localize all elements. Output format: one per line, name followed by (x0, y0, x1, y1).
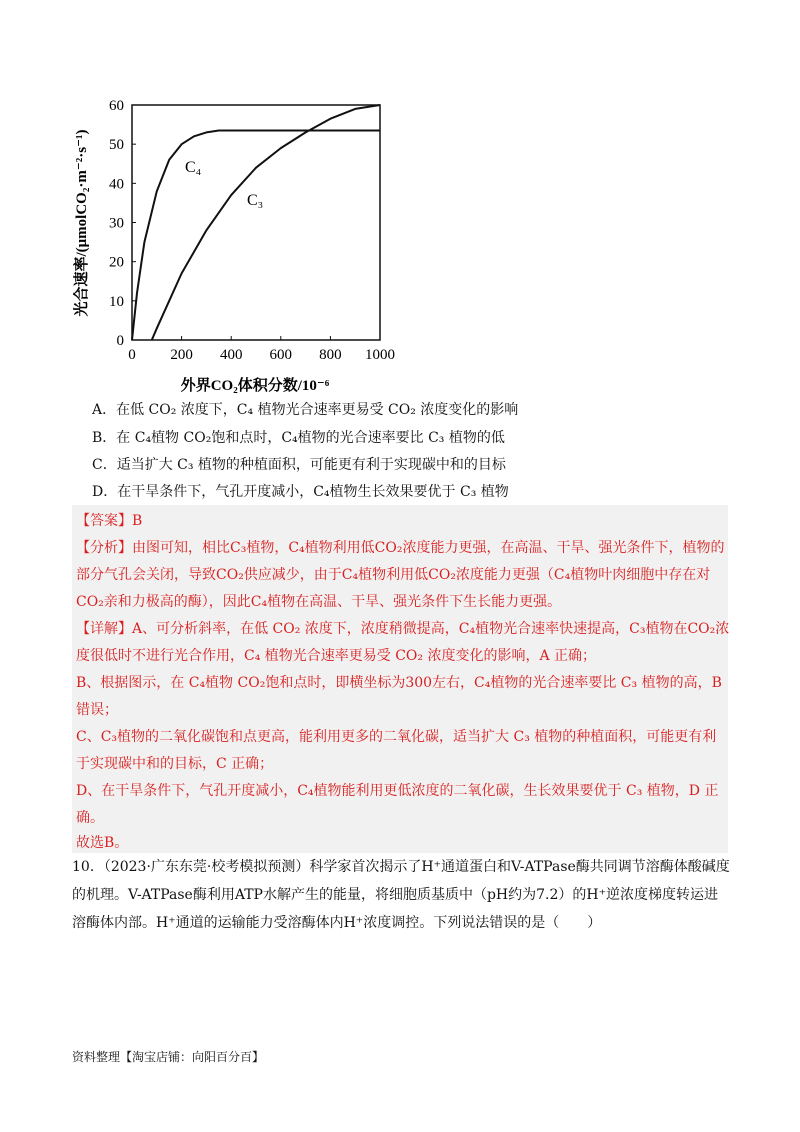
answer-line: 于实现碳中和的目标，C 正确； (76, 756, 274, 772)
y-tick-label: 30 (109, 215, 124, 232)
x-tick-label: 600 (269, 347, 293, 363)
footer-source: 资料整理【淘宝店铺：向阳百分百】 (72, 1050, 265, 1064)
y-tick-label: 40 (109, 176, 124, 193)
y-tick-label: 50 (109, 137, 124, 154)
answer-explanation-box (72, 505, 728, 853)
answer-line: D、在干旱条件下，气孔开度减小，C₄植物能利用更低浓度的二氧化碳，生长效果要优于 C₃ 植物，D 正 (76, 783, 719, 799)
option-d: D．在干旱条件下，气孔开度减小，C₄植物生长效果要优于 C₃ 植物 (92, 484, 509, 500)
answer-line: 【分析】由图可知，相比C₃植物，C₄植物利用低CO₂浓度能力更强，在高温、干旱、强光条件下，植物的 (76, 540, 725, 556)
x-tick-label: 1000 (365, 347, 395, 363)
question-10-line: 溶酶体内部。H⁺通道的运输能力受溶酶体内H⁺浓度调控。下列说法错误的是（ ） (72, 915, 602, 931)
x-tick-label: 400 (219, 347, 243, 363)
c4-curve (132, 131, 380, 341)
answer-line: 确。 (76, 810, 104, 826)
y-tick-label: 0 (116, 333, 124, 349)
answer-line: 故选B。 (76, 835, 129, 851)
y-tick-label: 10 (109, 293, 124, 310)
question-10-line: 10．（2023·广东东莞·校考模拟预测）科学家首次揭示了H⁺通道蛋白和V-ATPase酶共同调节溶酶体酸碱度 (72, 859, 730, 875)
y-tick-label: 60 (109, 98, 124, 114)
answer-line: 错误； (76, 702, 118, 718)
x-tick-label: 200 (170, 347, 193, 363)
series-label-c3: C₃ (247, 192, 264, 209)
answer-line: 【详解】A、可分析斜率，在低 CO₂ 浓度下，浓度稍微提高，C₄植物光合速率快速提高，C₃植物在CO₂浓 (76, 621, 730, 637)
answer-line: CO₂亲和力极高的酶），因此C₄植物在高温、干旱、强光条件下生长能力更强。 (76, 594, 562, 610)
y-axis-label: 光合速率/(μmolCO₂·m⁻²·s⁻¹) (74, 129, 90, 317)
photosynthesis-rate-chart (60, 88, 410, 398)
plot-area-frame (132, 105, 380, 340)
x-tick-label: 800 (319, 347, 342, 363)
x-axis-label: 外界CO₂体积分数/10⁻⁶ (180, 378, 330, 394)
option-a: A．在低 CO₂ 浓度下，C₄ 植物光合速率更易受 CO₂ 浓度变化的影响 (92, 402, 519, 418)
series-label-c4: C₄ (185, 159, 202, 176)
answer-line: 度很低时不进行光合作用，C₄ 植物光合速率更易受 CO₂ 浓度变化的影响，A 正确； (76, 648, 597, 664)
x-tick-label: 0 (128, 347, 136, 363)
option-c: C．适当扩大 C₃ 植物的种植面积，可能更有利于实现碳中和的目标 (92, 457, 506, 473)
answer-line: B、根据图示，在 C₄植物 CO₂饱和点时，即横坐标为300左右，C₄植物的光合速率要比 C₃ 植物的高，B (76, 675, 722, 691)
answer-line: 部分气孔会关闭，导致CO₂供应减少，由于C₄植物利用低CO₂浓度能力更强（C₄植物叶肉细胞中存在对 (76, 567, 711, 583)
question-10-line: 的机理。V-ATPase酶利用ATP水解产生的能量，将细胞质基质中（pH约为7.2）的H⁺逆浓度梯度转运进 (72, 887, 718, 903)
option-b: B．在 C₄植物 CO₂饱和点时，C₄植物的光合速率要比 C₃ 植物的低 (92, 430, 505, 446)
y-tick-label: 20 (109, 254, 124, 271)
answer-line: C、C₃植物的二氧化碳饱和点更高，能利用更多的二氧化碳，适当扩大 C₃ 植物的种植面积，可能更有利 (76, 729, 717, 745)
answer-line: 【答案】B (76, 513, 143, 529)
